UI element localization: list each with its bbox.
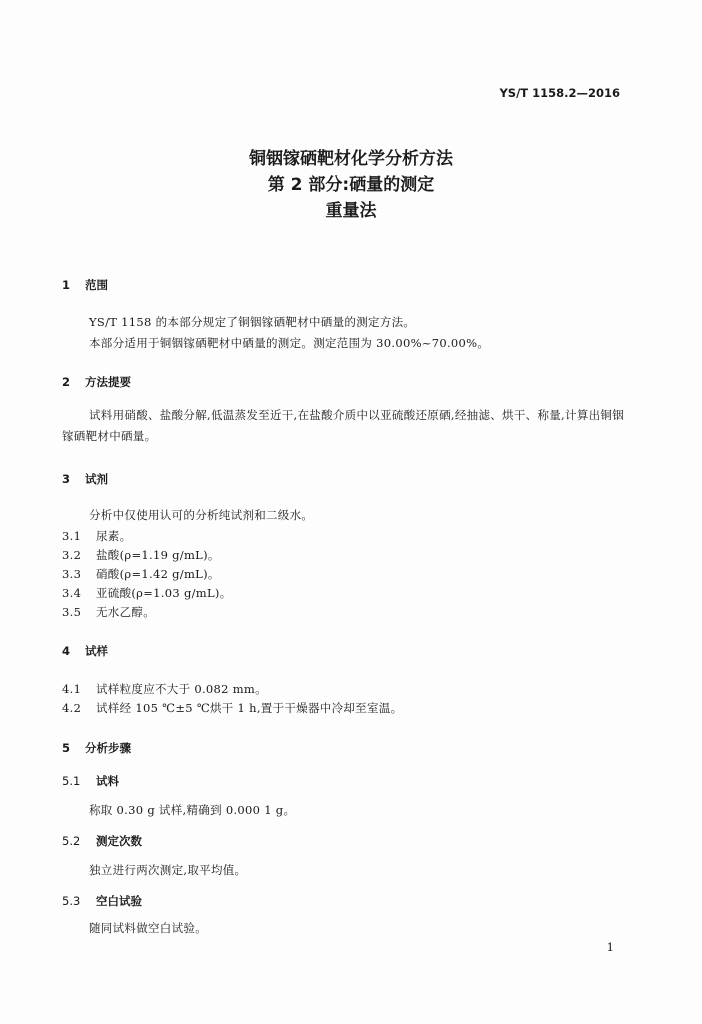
item-number: 3.1 — [62, 529, 82, 543]
section-3-heading — [62, 471, 108, 487]
item-text: 亚硫酸(ρ=1.03 g/mL)。 — [96, 586, 232, 600]
list-item — [62, 547, 220, 563]
item-text: 试样粒度应不大于 0.082 mm。 — [96, 682, 267, 696]
list-item — [62, 566, 220, 582]
subsection-number: 5.2 — [62, 834, 81, 848]
section-title: 方法提要 — [85, 375, 131, 389]
page-number: 1 — [606, 940, 614, 954]
item-number: 3.4 — [62, 586, 82, 600]
section-1-heading — [62, 277, 108, 293]
section-1-paragraph-2: 本部分适用于铜铟镓硒靶材中硒量的测定。测定范围为 30.00%~70.00%。 — [89, 336, 490, 350]
subsection-5-3-heading — [62, 893, 142, 909]
list-item — [62, 528, 131, 544]
section-title: 试样 — [85, 644, 108, 658]
section-5-heading — [62, 740, 131, 756]
section-number: 5 — [62, 741, 71, 755]
item-number: 4.1 — [62, 682, 82, 696]
subsection-title: 测定次数 — [96, 834, 142, 848]
document-code: YS/T 1158.2—2016 — [499, 86, 620, 100]
title-line-1: 铜铟镓硒靶材化学分析方法 — [249, 149, 453, 169]
section-title: 范围 — [85, 278, 108, 292]
section-1-paragraph-1: YS/T 1158 的本部分规定了铜铟镓硒靶材中硒量的测定方法。 — [89, 315, 416, 329]
subsection-5-2-text: 独立进行两次测定,取平均值。 — [89, 863, 247, 877]
list-item — [62, 604, 155, 620]
item-number: 3.2 — [62, 548, 82, 562]
subsection-title: 试料 — [96, 774, 119, 788]
subsection-number: 5.1 — [62, 774, 81, 788]
subsection-5-1-text: 称取 0.30 g 试样,精确到 0.000 1 g。 — [89, 803, 296, 817]
section-4-heading — [62, 643, 108, 659]
subsection-5-1-heading — [62, 773, 119, 789]
item-text: 硝酸(ρ=1.42 g/mL)。 — [96, 567, 220, 581]
section-number: 4 — [62, 644, 71, 658]
section-number: 1 — [62, 278, 71, 292]
section-2-paragraph: 试料用硝酸、盐酸分解,低温蒸发至近干,在盐酸介质中以亚硫酸还原硒,经抽滤、烘干、称量,计算出铜铟镓硒靶材中硒量。 — [62, 408, 625, 443]
document-title — [0, 146, 702, 224]
title-line-2: 第 2 部分:硒量的测定 — [267, 175, 435, 195]
section-title: 试剂 — [85, 472, 108, 486]
item-number: 3.5 — [62, 605, 82, 619]
title-line-3: 重量法 — [325, 201, 377, 221]
section-number: 2 — [62, 375, 71, 389]
section-2-heading — [62, 374, 131, 390]
item-text: 盐酸(ρ=1.19 g/mL)。 — [96, 548, 220, 562]
subsection-title: 空白试验 — [96, 894, 142, 908]
item-text: 尿素。 — [96, 529, 132, 543]
subsection-5-2-heading — [62, 833, 142, 849]
section-3-intro: 分析中仅使用认可的分析纯试剂和二级水。 — [89, 508, 314, 522]
item-text: 试样经 105 ℃±5 ℃烘干 1 h,置于干燥器中冷却至室温。 — [96, 701, 403, 715]
list-item — [62, 585, 232, 601]
item-number: 3.3 — [62, 567, 82, 581]
subsection-5-3-text: 随同试料做空白试验。 — [89, 921, 207, 935]
list-item — [62, 700, 402, 716]
item-text: 无水乙醇。 — [96, 605, 155, 619]
item-number: 4.2 — [62, 701, 82, 715]
section-title: 分析步骤 — [85, 741, 131, 755]
subsection-number: 5.3 — [62, 894, 81, 908]
section-number: 3 — [62, 472, 71, 486]
list-item — [62, 681, 267, 697]
